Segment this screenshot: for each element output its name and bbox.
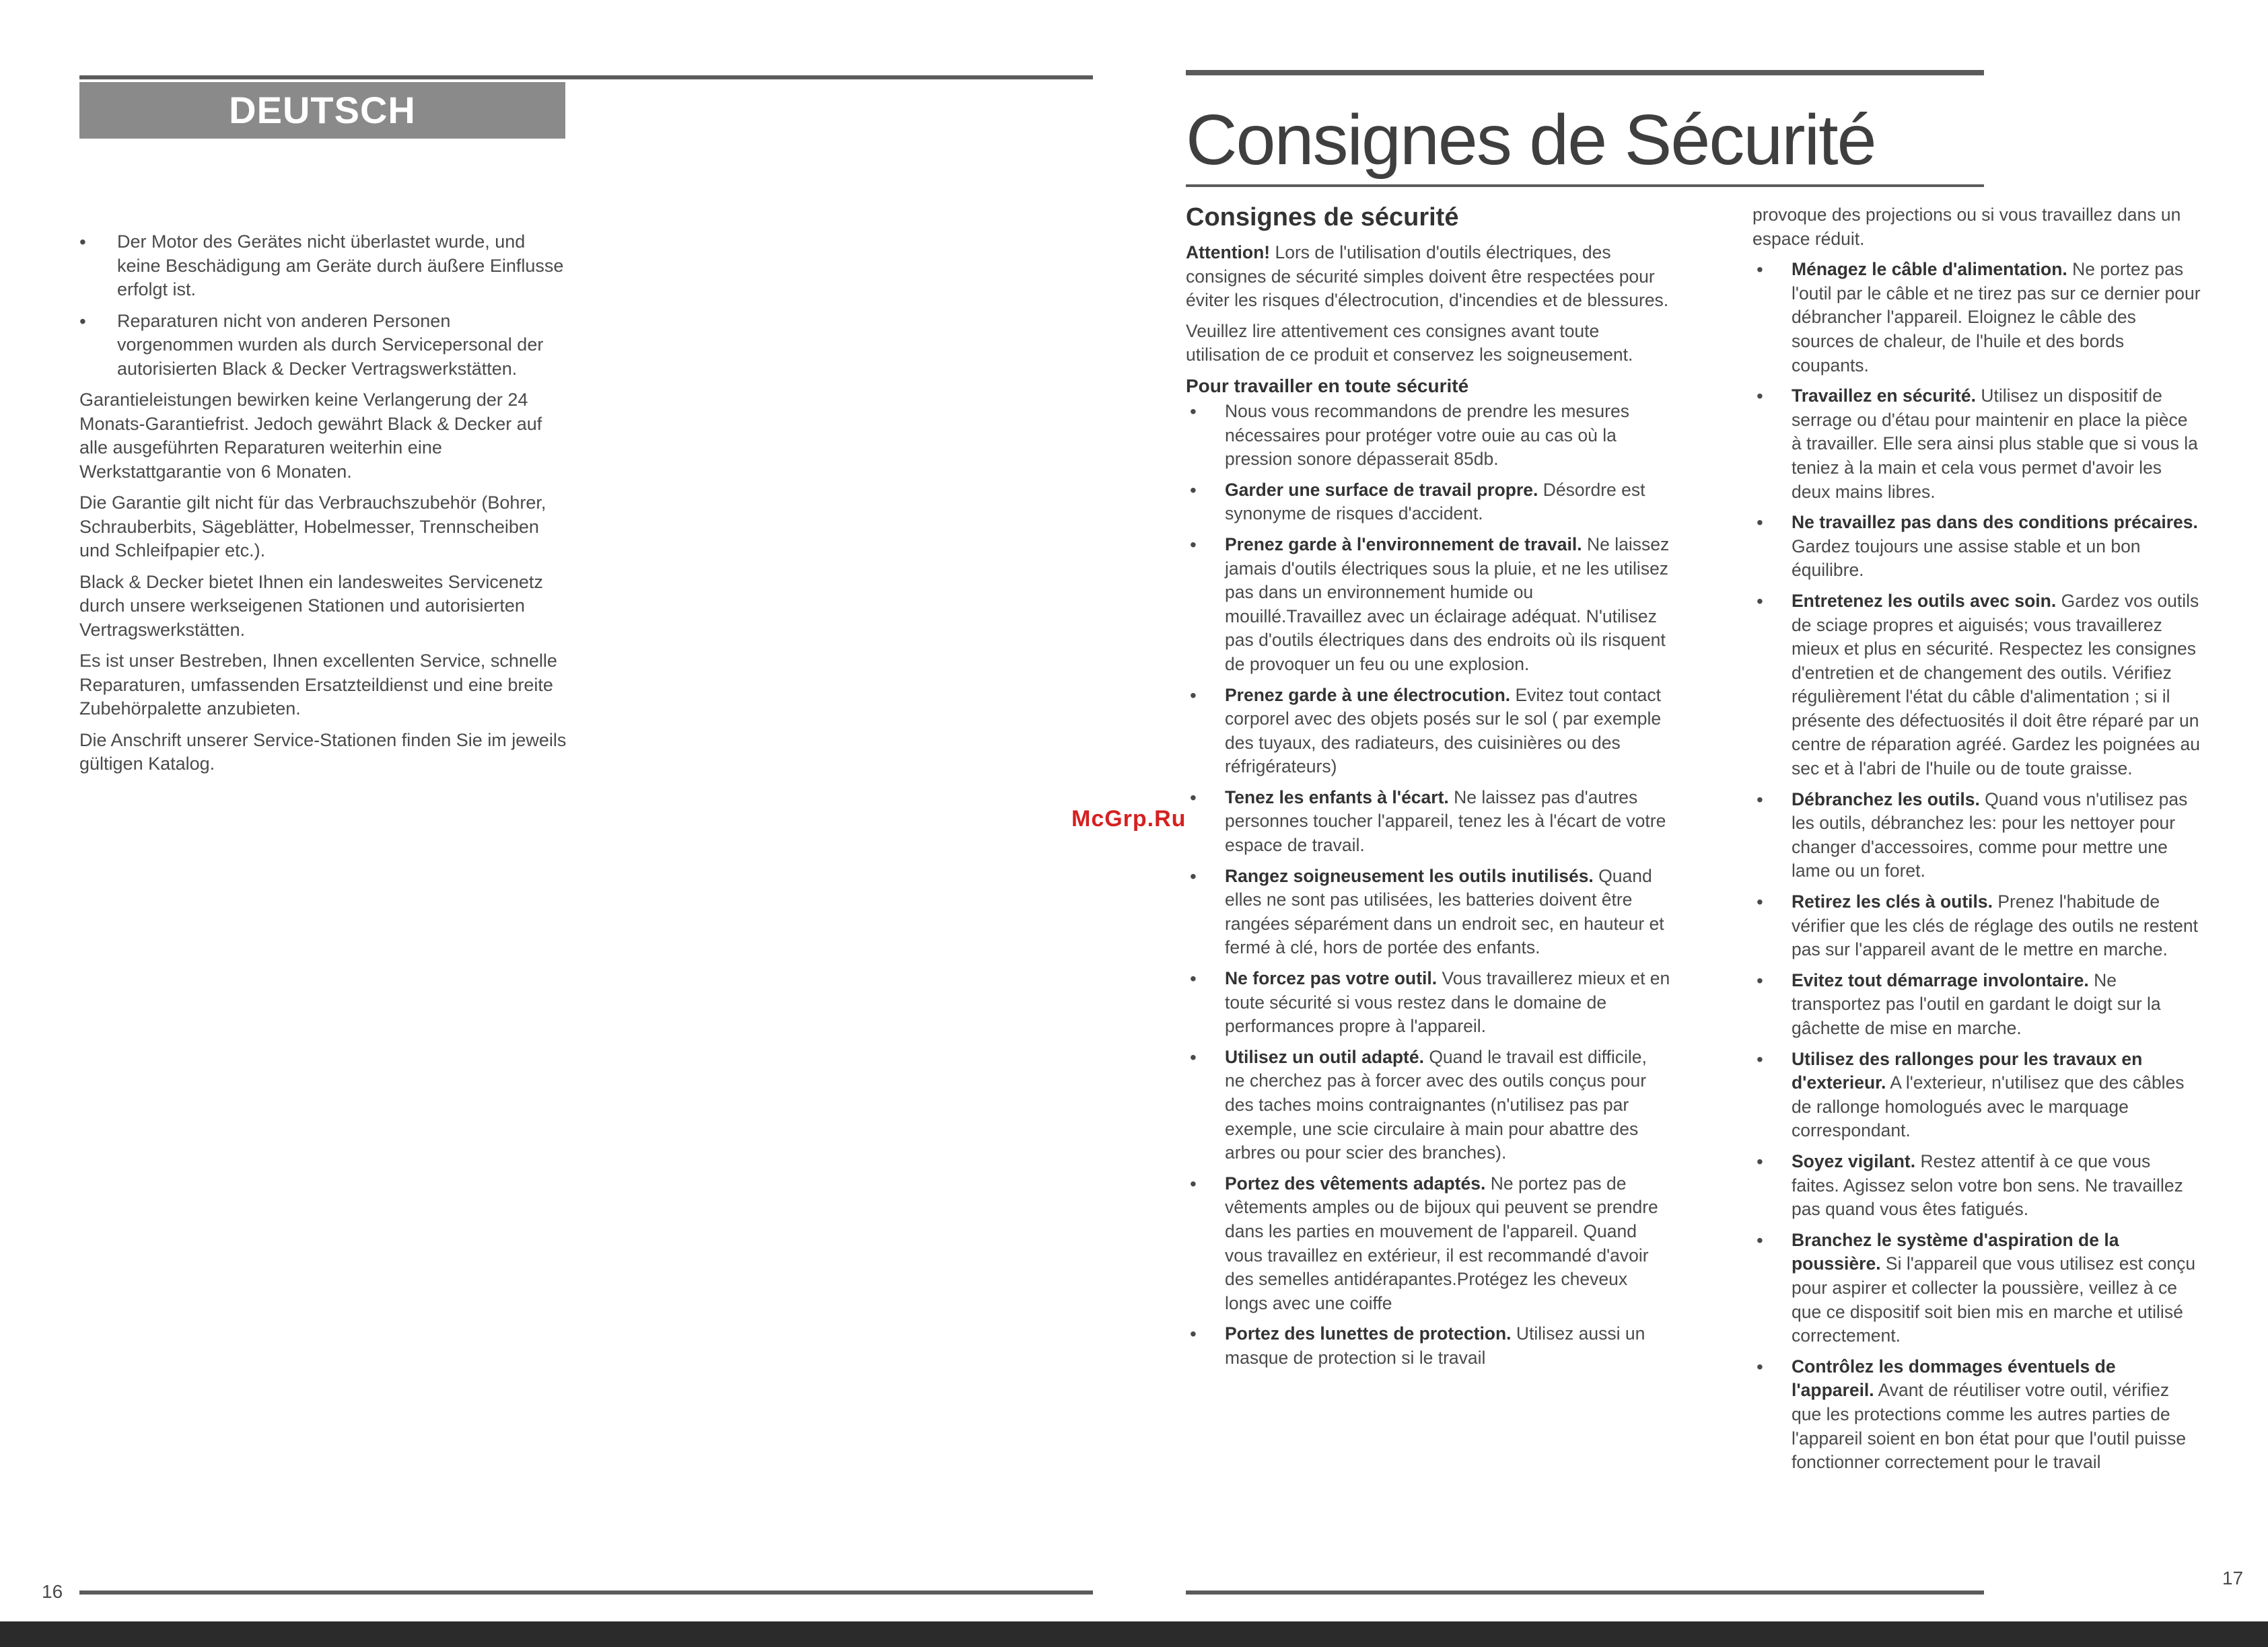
list-item: • Entretenez les outils avec soin. Gardez vos outils de sciage propres et aiguisés; vous travaillerez mieux et plus en sécurité. Respectez les consignes d'entretien et de changement des outils. Vérifiez régulièrement l'état du câble d'alimentation ; si il présente des défectuosités il doit être réparé par un centre de réparation agréé. Gardez les poignées au sec et à l'abri de l'huile ou de toute graisse. <box>1752 589 2202 781</box>
top-rule <box>1186 70 1984 75</box>
german-text-block <box>79 230 571 784</box>
list-item: • Soyez vigilant. Restez attentif à ce que vous faites. Agissez selon votre bon sens. Ne travaillez pas quand vous êtes fatigués. <box>1752 1150 2202 1222</box>
page-number: 17 <box>2222 1568 2244 1588</box>
scan-edge <box>0 1621 2268 1647</box>
list-item: • Nous vous recommandons de prendre les mesures nécessaires pour protéger votre ouie au cas où la pression sonore dépasserait 85db. <box>1186 400 1670 472</box>
list-item: • Utilisez un outil adapté. Quand le travail est difficile, ne cherchez pas à forcer avec des outils conçus pour des taches moins contraignantes (n'utilisez pas par exemple, une scie circulaire à main pour abattre des arbres ou pour scier des branches). <box>1186 1046 1670 1165</box>
title-underline <box>1186 184 1984 187</box>
list-item: • Portez des lunettes de protection. Utilisez aussi un masque de protection si le travail <box>1186 1322 1670 1370</box>
list-item: • Tenez les enfants à l'écart. Ne laissez pas d'autres personnes toucher l'appareil, tenez les à l'écart de votre espace de travail. <box>1186 786 1670 858</box>
paragraph: Die Garantie gilt nicht für das Verbrauchszubehör (Bohrer, Schrauberbits, Sägeblätter, Hobelmesser, Trennscheiben und Schleifpapier etc.). <box>79 492 546 560</box>
left-page <box>0 0 1131 1621</box>
list-item: • Utilisez des rallonges pour les travaux en d'exterieur. A l'exterieur, n'utilisez que des câbles de rallonge homologués avec le marquage correspondant. <box>1752 1048 2202 1143</box>
page-number: 16 <box>42 1581 63 1602</box>
list-item: • Rangez soigneusement les outils inutilisés. Quand elles ne sont pas utilisées, les batteries doivent être rangées séparément dans un endroit sec, en hauteur et fermé à clé, hors de portée des enfants. <box>1186 865 1670 960</box>
intro-paragraph <box>1186 241 1670 313</box>
language-label: DEUTSCH <box>79 82 565 139</box>
list-item: • Portez des vêtements adaptés. Ne portez pas de vêtements amples ou de bijoux qui peuvent se prendre dans les parties en mouvement de l'appareil. Quand vous travaillez en extérieur, il est recommandé d'avoir des semelles antidérapantes.Protégez les cheveux longs avec une coiffe <box>1186 1172 1670 1316</box>
top-rule <box>79 75 1093 79</box>
list-item: • Contrôlez les dommages éventuels de l'appareil. Avant de réutiliser votre outil, vérifiez que les protections comme les autres parties de l'appareil soient en bon état pour que l'outil puisse fonctionner correctement pour le travail <box>1752 1355 2202 1475</box>
paragraph: Garantieleistungen bewirken keine Verlangerung der 24 Monats-Garantiefrist. Jedoch gewährt Black & Decker auf alle ausgeführten Reparaturen weiterhin eine Werkstattgarantie von 6 Monaten. <box>79 390 542 482</box>
intro-text: Lors de l'utilisation d'outils électriques, des consignes de sécurité simples doivent être respectées pour éviter les risques d'électrocution, d'incendies et de blessures. <box>1186 242 1669 311</box>
paragraph: Die Anschrift unserer Service-Stationen finden Sie im jeweils gültigen Katalog. <box>79 729 567 774</box>
subheading: Pour travailler en toute sécurité <box>1186 375 1469 396</box>
list-item: • Travaillez en sécurité. Utilisez un dispositif de serrage ou d'étau pour maintenir en place la pièce à travailler. Elle sera ainsi plus stable que si vous la teniez à la main et cela vous permet d'avoir les deux mains libres. <box>1752 384 2202 504</box>
safety-column-left <box>1186 202 1670 1377</box>
bottom-rule <box>1186 1590 1984 1595</box>
list-item: • Ne forcez pas votre outil. Vous travaillerez mieux et en toute sécurité si vous restez dans le domaine de performances propre à l'appareil. <box>1186 967 1670 1039</box>
list-item: • Prenez garde à une électrocution. Evitez tout contact corporel avec des objets posés sur le sol ( par exemple des tuyaux, des radiateurs, des cuisinières ou des réfrigérateurs) <box>1186 684 1670 779</box>
list-item: • Reparaturen nicht von anderen Personen vorgenommen wurden als durch Servicepersonal der autorisierten Black & Decker Vertragswerkstätten. <box>79 309 571 381</box>
list-item: • Retirez les clés à outils. Prenez l'habitude de vérifier que les clés de réglage des outils ne restent pas sur l'appareil avant de le mettre en marche. <box>1752 890 2202 962</box>
safety-column-right <box>1752 203 2202 1481</box>
list-item: • Prenez garde à l'environnement de travail. Ne laissez jamais d'outils électriques sous la pluie, et ne les utilisez pas dans un environnement humide ou mouillé.Travaillez avec un éclairage adéquat. N'utilisez pas d'outils électriques dans des endroits où ils risquent de provoquer un feu ou une explosion. <box>1186 533 1670 677</box>
list-item: • Der Motor des Gerätes nicht überlastet wurde, und keine Beschädigung am Geräte durch äußere Einflusse erfolgt ist. <box>79 230 571 302</box>
list-item: • Garder une surface de travail propre. Désordre est synonyme de risques d'accident. <box>1186 478 1670 526</box>
paragraph: Black & Decker bietet Ihnen ein landesweites Servicenetz durch unsere werkseigenen Stationen und autorisierten Vertragswerkstätten. <box>79 571 543 640</box>
continued-text: provoque des projections ou si vous travaillez dans un espace réduit. <box>1752 205 2181 249</box>
list-item: • Evitez tout démarrage involontaire. Ne transportez pas l'outil en gardant le doigt sur la gâchette de mise en marche. <box>1752 969 2202 1041</box>
page-title: Consignes de Sécurité <box>1186 100 1876 180</box>
list-item: • Ne travaillez pas dans des conditions précaires. Gardez toujours une assise stable et un bon équilibre. <box>1752 511 2202 583</box>
intro-paragraph-2: Veuillez lire attentivement ces consignes avant toute utilisation de ce produit et conservez les soigneusement. <box>1186 320 1633 365</box>
paragraph: Es ist unser Bestreben, Ihnen excellenten Service, schnelle Reparaturen, umfassenden Ersatzteildienst und eine breite Zubehörpalette anzubieten. <box>79 651 557 719</box>
list-item: • Branchez le système d'aspiration de la poussière. Si l'appareil que vous utilisez est conçu pour aspirer et collecter la poussière, veillez à ce que ce dispositif soit bien mis en marche et utilisé correctement. <box>1752 1229 2202 1348</box>
watermark: McGrp.Ru <box>1071 806 1186 832</box>
bottom-rule <box>79 1590 1093 1595</box>
section-heading: Consignes de sécurité <box>1186 203 1459 231</box>
list-item: • Ménagez le câble d'alimentation. Ne portez pas l'outil par le câble et ne tirez pas sur ce dernier pour débrancher l'appareil. Eloignez le câble des sources de chaleur, de l'huile et des bords coupants. <box>1752 258 2202 377</box>
list-item: • Débranchez les outils. Quand vous n'utilisez pas les outils, débranchez les: pour les nettoyer pour changer d'accessoires, comme pour mettre une lame ou un foret. <box>1752 788 2202 883</box>
intro-bold: Attention! <box>1186 242 1271 262</box>
